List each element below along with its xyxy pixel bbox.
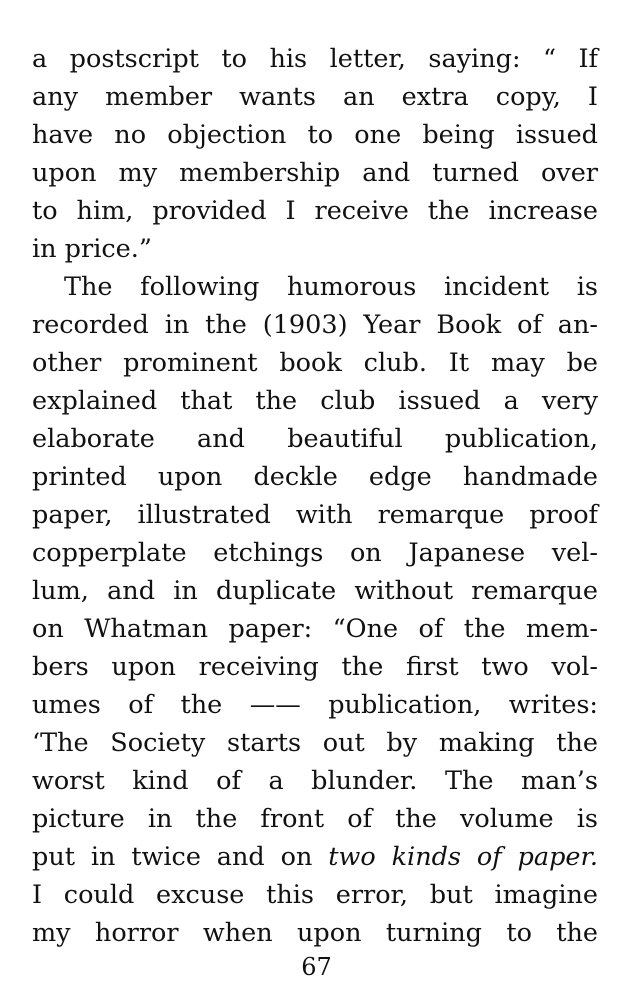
text-line: other prominent book club. It may be: [32, 348, 598, 378]
text-line: I could excuse this error, but imagine: [32, 880, 598, 910]
text-line: lum, and in duplicate without remarque: [32, 576, 598, 606]
text-line: explained that the club issued a very: [32, 386, 598, 416]
text-line: bers upon receiving the first two vol-: [32, 652, 598, 682]
text-line: a postscript to his letter, saying: “ If: [32, 44, 598, 74]
paragraph-start-line: The following humorous incident is: [64, 272, 598, 302]
text-line: picture in the front of the volume is: [32, 804, 598, 834]
text-line: worst kind of a blunder. The man’s: [32, 766, 598, 796]
text-line: any member wants an extra copy, I: [32, 82, 598, 112]
text-line: my horror when upon turning to the: [32, 918, 598, 948]
text-line: ‘The Society starts out by making the: [32, 728, 598, 758]
text-line-with-italic: [32, 838, 598, 876]
text-line: printed upon deckle edge handmade: [32, 462, 598, 492]
line-text: put in twice and on: [32, 842, 329, 872]
text-line: recorded in the (1903) Year Book of an-: [32, 310, 598, 340]
text-line: on Whatman paper: “One of the mem-: [32, 614, 598, 644]
text-line: copperplate etchings on Japanese vel-: [32, 538, 598, 568]
text-line: have no objection to one being issued: [32, 120, 598, 150]
text-line: in price.”: [32, 234, 152, 264]
text-line: paper, illustrated with remarque proof: [32, 500, 598, 530]
text-line: elaborate and beautiful publication,: [32, 424, 598, 454]
page-number: 67: [301, 953, 332, 981]
text-line: upon my membership and turned over: [32, 158, 598, 188]
text-line: to him, provided I receive the increase: [32, 196, 598, 226]
italic-phrase: two kinds of paper.: [328, 842, 598, 872]
text-line: umes of the —— publication, writes:: [32, 690, 598, 720]
body-text: [32, 40, 598, 952]
